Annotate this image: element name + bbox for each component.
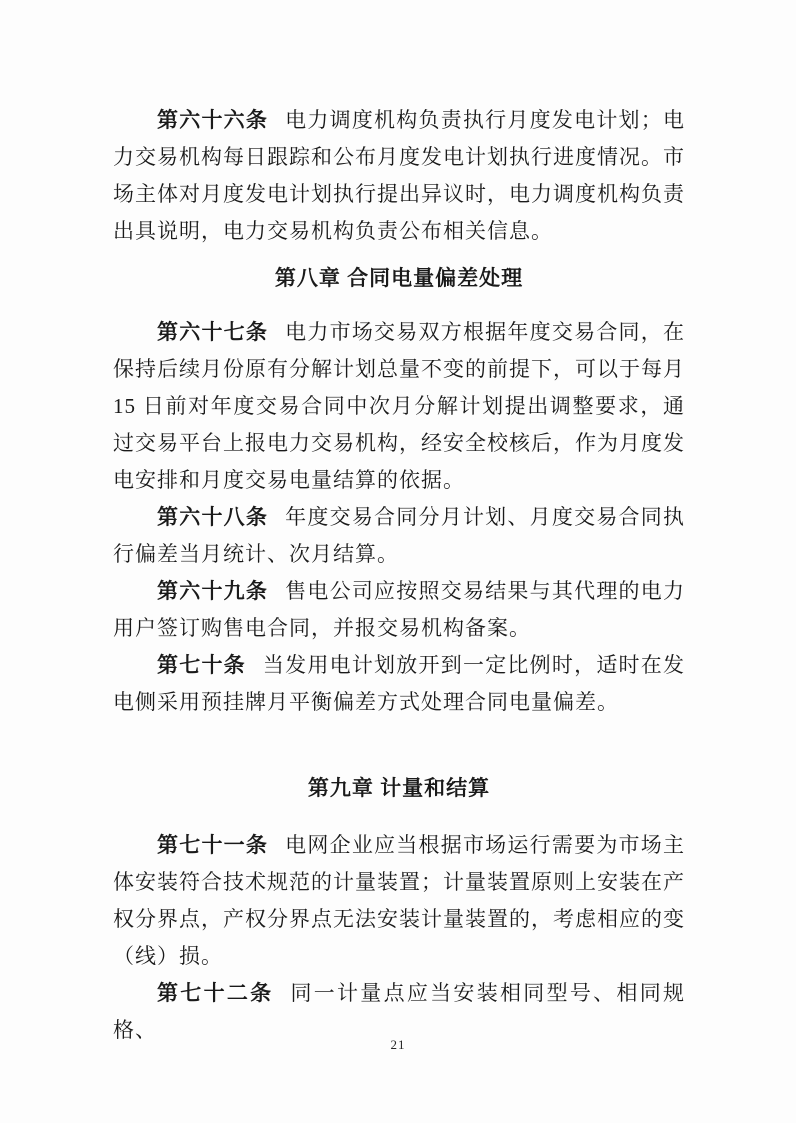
page-number: 21 bbox=[390, 1037, 406, 1052]
article-71-paragraph bbox=[113, 827, 685, 975]
article-69-paragraph bbox=[113, 573, 685, 647]
article-66-paragraph bbox=[113, 102, 685, 250]
article-66-text: 电力调度机构负责执行月度发电计划；电力交易机构每日跟踪和公布月度发电计划执行进度情况。市场主体对月度发电计划执行提出异议时，电力调度机构负责出具说明，电力交易机构负责公布相关信息。 bbox=[113, 108, 686, 243]
document-content bbox=[113, 102, 685, 1049]
chapter-9-heading: 第九章 计量和结算 bbox=[307, 776, 491, 800]
article-70-number: 第七十条 bbox=[157, 653, 246, 677]
article-68-text: 年度交易合同分月计划、月度交易合同执行偏差当月统计、次月结算。 bbox=[113, 505, 686, 566]
article-68-paragraph bbox=[113, 499, 685, 573]
article-70-paragraph bbox=[113, 647, 685, 721]
page-footer bbox=[0, 1036, 796, 1054]
article-66-number: 第六十六条 bbox=[157, 108, 269, 132]
article-67-number: 第六十七条 bbox=[157, 320, 269, 344]
article-69-text: 售电公司应按照交易结果与其代理的电力用户签订购售电合同，并报交易机构备案。 bbox=[113, 579, 686, 640]
article-72-text: 同一计量点应当安装相同型号、相同规格、 bbox=[113, 981, 686, 1042]
chapter-8-heading: 第八章 合同电量偏差处理 bbox=[274, 266, 524, 290]
article-71-number: 第七十一条 bbox=[157, 833, 269, 857]
article-67-text: 电力市场交易双方根据年度交易合同，在保持后续月份原有分解计划总量不变的前提下，可以于每月15 日前对年度交易合同中次月分解计划提出调整要求，通过交易平台上报电力交易机构，经安全校核后，作为月度发电安排和月度交易电量结算的依据。 bbox=[113, 320, 686, 492]
article-71-text: 电网企业应当根据市场运行需要为市场主体安装符合技术规范的计量装置；计量装置原则上安装在产权分界点，产权分界点无法安装计量装置的，考虑相应的变（线）损。 bbox=[113, 833, 686, 968]
article-69-number: 第六十九条 bbox=[157, 579, 269, 603]
article-72-number: 第七十二条 bbox=[157, 981, 274, 1005]
article-70-text: 当发用电计划放开到一定比例时，适时在发电侧采用预挂牌月平衡偏差方式处理合同电量偏差。 bbox=[113, 653, 686, 714]
article-67-paragraph bbox=[113, 314, 685, 499]
article-68-number: 第六十八条 bbox=[157, 505, 269, 529]
